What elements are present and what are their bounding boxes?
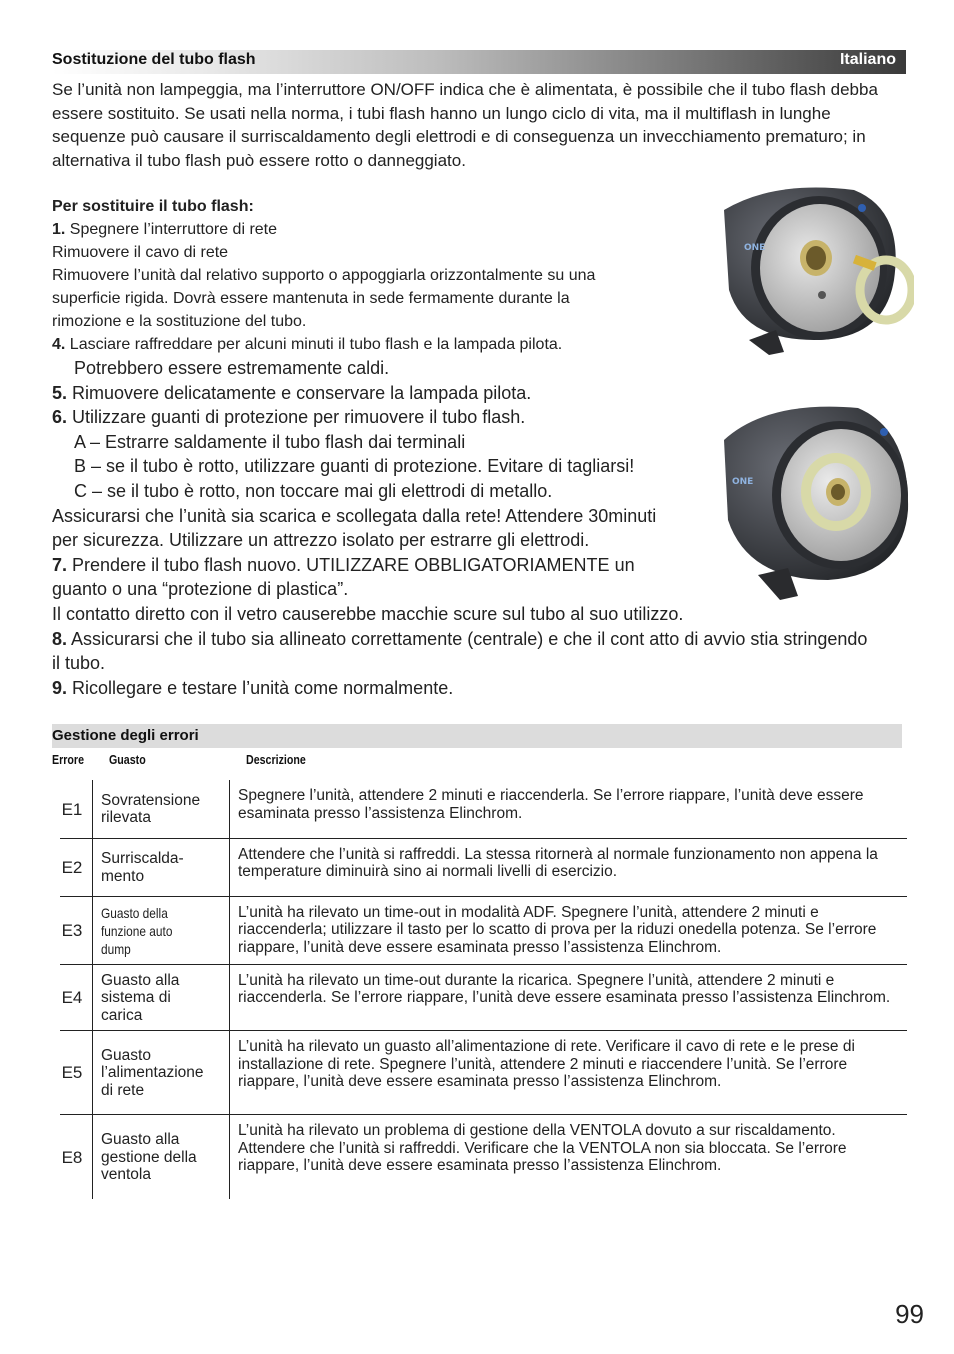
step-6: 6. Utilizzare guanti di protezione per rimuovere il tubo flash. [52, 407, 526, 428]
step-6-note-1: Assicurarsi che l’unità sia scarica e scollegata dalla rete! Attendere 30minuti [52, 505, 657, 526]
column-header-fault: Guasto [109, 752, 146, 767]
step-7-note: Il contatto diretto con il vetro causerebbe macchie scure sul tubo al suo utilizzo. [52, 603, 684, 624]
flash-head-photo-1 [704, 180, 914, 360]
error-code: E3 [60, 896, 93, 964]
table-row [60, 1031, 907, 1115]
error-code: E4 [60, 964, 93, 1031]
table-row [60, 896, 907, 964]
column-header-code: Errore [52, 752, 85, 767]
error-code: E5 [60, 1031, 93, 1115]
error-description: L’unità ha rilevato un problema di gestione della VENTOLA dovuto a sur riscaldamento. Attendere che l’unità si raffreddi. Verificare che la VENTOLA non sia bloccata. Se l’errore riappare, l’unità deve essere esaminata presso l’assistenza Elinchrom. [238, 1122, 847, 1174]
error-table [60, 780, 907, 1199]
step-1: 1. Spegnere l’interruttore di rete [52, 221, 278, 238]
step-6-note-2: per sicurezza. Utilizzare un attrezzo isolato per estrarre gli elettrodi. [52, 530, 590, 551]
flash-head-photo-2 [718, 400, 914, 605]
error-description: L’unità ha rilevato un time-out in modalità ADF. Spegnere l’unità, attendere 2 minuti e riaccenderla; utilizzare il tasto per lo scatto di prova per la riduzi onedella potenza. Se l’errore riappare, l’unità deve essere esaminata presso l’assistenza Elinchrom. [230, 896, 908, 964]
step-4: 4. Lasciare raffreddare per alcuni minuti il tubo flash e la lampada pilota. [52, 336, 563, 353]
step-4-note: Potrebbero essere estremamente caldi. [74, 358, 390, 378]
section-heading: Sostituzione del tubo flash [52, 51, 256, 68]
step-5: 5. Rimuovere delicatamente e conservare la lampada pilota. [52, 382, 532, 403]
error-description: L’unità ha rilevato un time-out durante la ricarica. Spegnere l’unità, attendere 2 minuti e riaccenderla. Se l’errore riappare, l’unità deve essere esaminata presso l’assistenza Elinchrom. [230, 964, 908, 1031]
error-description: L’unità ha rilevato un guasto all’alimentazione di rete. Verificare il cavo di rete e le prese di installazione di rete. Spegnere l’unità, attendere 2 minuti e riaccendere l’unità. Se l’errore riappare, l’unità deve essere esaminata presso l’assistenza Elinchrom. [230, 1031, 908, 1115]
table-row [60, 1115, 907, 1199]
procedure-title: Per sostituire il tubo flash: [52, 198, 254, 215]
step-7: 7. Prendere il tubo flash nuovo. UTILIZZARE OBBLIGATORIAMENTE un [52, 554, 635, 575]
step-6-c: C – se il tubo è rotto, non toccare mai gli elettrodi di metallo. [74, 480, 553, 501]
error-fault: Sovratensione rilevata [93, 780, 230, 838]
language-label: Italiano [839, 51, 896, 68]
table-row [60, 780, 907, 838]
step-3: Rimuovere l’unità dal relativo supporto o appoggiarla orizzontalmente su una superficie rigida. Dovrà essere mantenuta in sede fermamente durante la rimozione e la sostituzione del tubo. [52, 267, 596, 330]
error-fault: Surriscalda- mento [93, 838, 230, 896]
error-fault: Guasto alla gestione della ventola [93, 1115, 230, 1199]
error-description: Spegnere l’unità, attendere 2 minuti e riaccenderla. Se l’errore riappare, l’unità deve essere esaminata presso l’assistenza Elinchrom. [230, 780, 908, 838]
intro-paragraph: Se l’unità non lampeggia, ma l’interruttore ON/OFF indica che è alimentata, è possibile che il tubo flash debba essere sostituito. Se usati nella norma, i tubi flash hanno un lungo ciclo di vita, ma il multiflash in lunghe sequenze può causare il surriscaldamento degli elettrodi e di conseguenza un invecchiamento prematuro; in alternativa il tubo flash può essere rotto o danneggiato. [52, 80, 878, 170]
page-number: 99 [895, 1299, 924, 1329]
table-row [60, 964, 907, 1031]
brand-label: ONE [732, 477, 754, 487]
error-fault: Guasto l’alimentazione di rete [93, 1031, 230, 1115]
step-6-a: A – Estrarre saldamente il tubo flash dai terminali [74, 431, 466, 452]
errors-section-title: Gestione degli errori [52, 727, 199, 744]
step-2: Rimuovere il cavo di rete [52, 244, 229, 261]
step-7-cont: guanto o una “protezione di plastica”. [52, 579, 349, 600]
error-code: E2 [60, 838, 93, 896]
step-8: 8. Assicurarsi che il tubo sia allineato correttamente (centrale) e che il cont atto di avvio stia stringendo il tubo. [52, 628, 868, 674]
error-fault: Guasto della funzione auto dump [93, 896, 230, 964]
step-6-b: B – se il tubo è rotto, utilizzare guanti di protezione. Evitare di tagliarsi! [74, 456, 635, 477]
column-header-description: Descrizione [246, 752, 306, 767]
step-9: 9. Ricollegare e testare l’unità come normalmente. [52, 677, 454, 698]
error-fault: Guasto alla sistema di carica [93, 964, 230, 1031]
brand-label: ONE [744, 243, 766, 253]
error-description: Attendere che l’unità si raffreddi. La stessa ritornerà al normale funzionamento non appena la temperature diminuirà sino ai normali livelli di esercizio. [230, 838, 908, 896]
table-row [60, 838, 907, 896]
error-code: E1 [60, 780, 93, 838]
error-code: E8 [60, 1115, 93, 1199]
